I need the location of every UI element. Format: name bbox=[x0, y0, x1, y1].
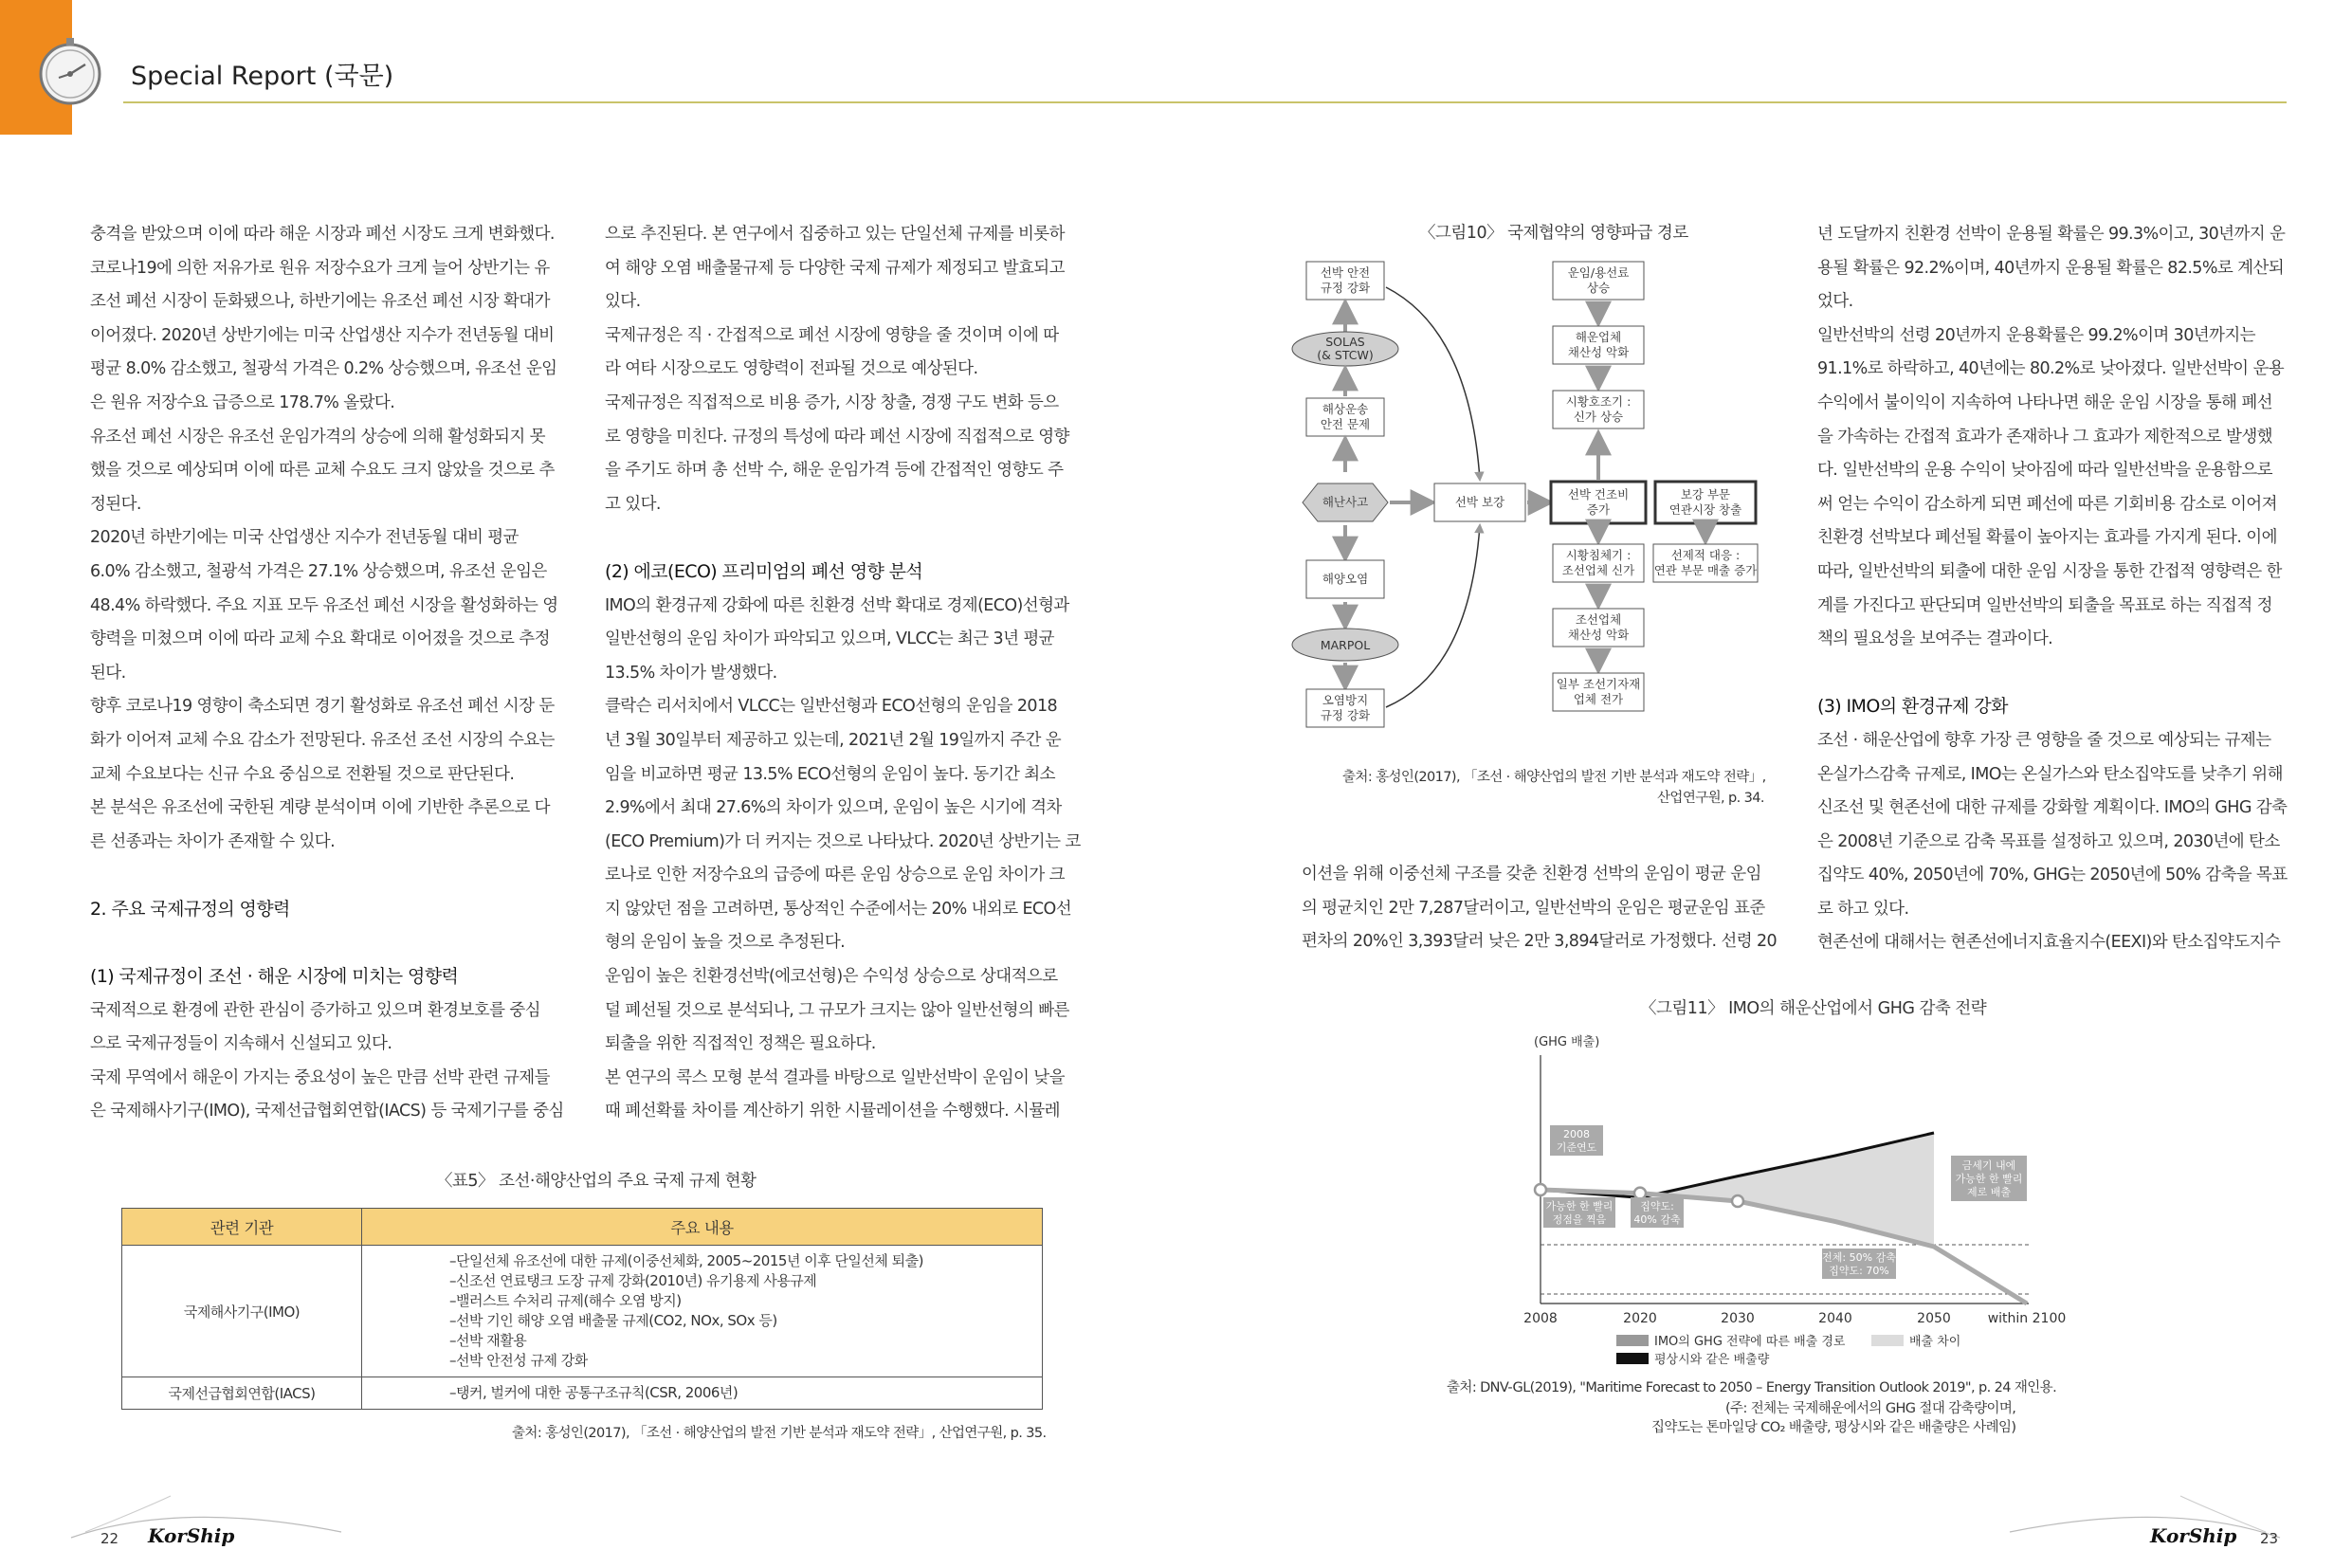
text-line: 형의 운임이 높을 것으로 추정된다. bbox=[605, 933, 846, 953]
text-line: 편차의 20%인 3,393달러 낮은 2만 3,894달러로 가정했다. 선령 20 bbox=[1302, 932, 1778, 952]
paragraph-gap bbox=[605, 521, 1079, 556]
text-line: 13.5% 차이가 발생했다. bbox=[605, 663, 777, 683]
svg-text:연관시장 창출: 연관시장 창출 bbox=[1668, 502, 1742, 517]
text-line: 향후 코로나19 영향이 축소되면 경기 활성화로 유조선 폐선 시장 둔 bbox=[90, 697, 555, 717]
text-line: 라 여타 시장으로도 영향력이 전파될 것으로 예상된다. bbox=[605, 359, 978, 379]
table-cell-content bbox=[362, 1377, 1043, 1410]
svg-text:선박 안전: 선박 안전 bbox=[1320, 265, 1371, 280]
text-line: 된다. bbox=[90, 663, 126, 683]
svg-text:가능한 한 빨리: 가능한 한 빨리 bbox=[1545, 1200, 1614, 1212]
x-tick-label: 2040 bbox=[1818, 1311, 1852, 1326]
paragraph-gap bbox=[90, 926, 564, 960]
svg-text:집약도:: 집약도: bbox=[1640, 1200, 1674, 1212]
text-line: 년 도달까지 친환경 선박이 운용될 확률은 99.3%이고, 30년까지 운 bbox=[1817, 225, 2286, 244]
x-tick-label: 2030 bbox=[1721, 1311, 1755, 1326]
svg-text:IMO의 GHG 전략에 따른 배출 경로: IMO의 GHG 전략에 따른 배출 경로 bbox=[1654, 1335, 1846, 1349]
figure11-chart bbox=[1517, 1029, 2067, 1370]
node-pollution-prevention bbox=[1306, 689, 1384, 727]
table-header-org: 관련 기관 bbox=[122, 1209, 362, 1246]
text-line: (ECO Premium)가 더 커지는 것으로 나타났다. 2020년 상반기는 코 bbox=[605, 831, 1081, 851]
table-source: 출처: 홍성인(2017), 「조선 · 해양산업의 발전 기반 분석과 재도약 전략」, 산업연구원, p. 35. bbox=[512, 1426, 1047, 1441]
x-tick-label: 2050 bbox=[1917, 1311, 1951, 1326]
header-divider bbox=[123, 101, 2287, 103]
table-cell-org: 국제해사기구(IMO) bbox=[122, 1246, 362, 1377]
figure11-title: 〈그림11〉 IMO의 해운산업에서 GHG 감축 전략 bbox=[1640, 999, 1987, 1018]
text-line: 2020년 하반기에는 미국 산업생산 지수가 전년동월 대비 평균 bbox=[90, 528, 519, 548]
svg-text:규정 강화: 규정 강화 bbox=[1320, 281, 1371, 295]
text-line: 년 3월 30일부터 제공하고 있는데, 2021년 2월 19일까지 주간 운 bbox=[605, 730, 1062, 750]
paragraph-gap bbox=[1817, 657, 2291, 691]
node-freight-rise bbox=[1553, 262, 1644, 300]
svg-text:보강 부문: 보강 부문 bbox=[1680, 487, 1731, 501]
node-preemptive bbox=[1653, 544, 1758, 582]
text-line: 따라, 일반선박의 퇴출에 대한 운임 시장을 통한 간접적 영향력은 한 bbox=[1817, 561, 2282, 581]
imo-data-point bbox=[1732, 1195, 1743, 1207]
text-line: 때 폐선확률 차이를 계산하기 위한 시뮬레이션을 수행했다. 시뮬레 bbox=[605, 1102, 1060, 1121]
page-number-left: 22 bbox=[100, 1530, 119, 1547]
node-equipment-transfer bbox=[1553, 673, 1644, 711]
svg-text:안전 문제: 안전 문제 bbox=[1320, 417, 1371, 431]
section-heading: (2) 에코(ECO) 프리미엄의 폐선 영향 분석 bbox=[605, 560, 923, 582]
table-item: –선박 안전성 규제 강화 bbox=[449, 1352, 588, 1369]
text-line: 일반선박의 선령 20년까지 운용확률은 99.2%이며 30년까지는 bbox=[1817, 325, 2255, 345]
text-line: 이어졌다. 2020년 상반기에는 미국 산업생산 지수가 전년동월 대비 bbox=[90, 325, 555, 345]
svg-text:해운업체: 해운업체 bbox=[1575, 330, 1622, 344]
node-build-cost bbox=[1551, 482, 1646, 523]
text-line: 은 원유 저장수요 급증으로 178.7% 올랐다. bbox=[90, 392, 395, 412]
text-line: 의 평균치인 2만 7,287달러이고, 일반선박의 운임은 평균운임 표준 bbox=[1302, 898, 1765, 918]
text-line: 으로 국제규정들이 지속해서 신설되고 있다. bbox=[90, 1034, 392, 1054]
annotation-base bbox=[1550, 1125, 1603, 1156]
text-column-3 bbox=[1302, 858, 1776, 959]
table-item: –신조선 연료탱크 도장 규제 강화(2010년) 유기용제 사용규제 bbox=[449, 1272, 817, 1289]
node-related-market bbox=[1655, 482, 1756, 523]
imo-data-point bbox=[1634, 1188, 1646, 1199]
annotation-peak bbox=[1543, 1197, 1615, 1228]
text-line: 본 연구의 콕스 모형 분석 결과를 바탕으로 일반선박이 운임이 낮을 bbox=[605, 1067, 1065, 1087]
text-line: 써 얻는 수익이 감소하게 되면 폐선에 따른 기회비용 감소로 이어져 bbox=[1817, 494, 2277, 514]
annotation-total bbox=[1822, 1249, 1896, 1279]
svg-text:조선업체: 조선업체 bbox=[1575, 612, 1622, 627]
figure11-note-2: 집약도는 톤마일당 CO₂ 배출량, 평상시와 같은 배출량은 사례임) bbox=[1651, 1420, 2016, 1435]
text-line: 충격을 받았으며 이에 따라 해운 시장과 폐선 시장도 크게 변화했다. bbox=[90, 225, 555, 244]
svg-text:상승: 상승 bbox=[1586, 281, 1611, 295]
svg-text:전체: 50% 감축: 전체: 50% 감축 bbox=[1822, 1251, 1896, 1264]
text-line: IMO의 환경규제 강화에 따른 친환경 선박 확대로 경제(ECO)선형과 bbox=[605, 595, 1069, 615]
text-column-1 bbox=[90, 218, 564, 1129]
x-tick-label: within 2100 bbox=[1987, 1311, 2067, 1326]
text-line: 을 주기도 하며 총 선박 수, 해운 운임가격 등에 간접적인 영향도 주 bbox=[605, 461, 1064, 481]
text-line: 집약도 40%, 2050년에 70%, GHG는 2050년에 50% 감축을 목표 bbox=[1817, 866, 2288, 885]
annotation-intensity bbox=[1631, 1197, 1684, 1228]
text-line: 용될 확률은 92.2%이며, 40년까지 운용될 확률은 82.5%로 계산되 bbox=[1817, 258, 2285, 278]
text-line: 으로 추진된다. 본 연구에서 집중하고 있는 단일선체 규제를 비롯하 bbox=[605, 225, 1065, 244]
node-shipbuilder-profit bbox=[1553, 609, 1644, 647]
text-line: 퇴출을 위한 직접적인 정책은 필요하다. bbox=[605, 1034, 876, 1054]
text-line: 신조선 및 현존선에 대한 규제를 강화할 계획이다. IMO의 GHG 감축 bbox=[1817, 798, 2288, 818]
imo-data-point bbox=[1535, 1184, 1546, 1195]
korship-logo-right: KorShip bbox=[2150, 1524, 2237, 1547]
text-line: 은 2008년 기준으로 감축 목표를 설정하고 있으며, 2030년에 탄소 bbox=[1817, 831, 2280, 851]
text-line: 국제 무역에서 해운이 가지는 중요성이 높은 만큼 선박 관련 규제들 bbox=[90, 1067, 550, 1087]
text-line: 책의 필요성을 보여주는 결과이다. bbox=[1817, 629, 2053, 649]
annotation-zero bbox=[1951, 1156, 2027, 1201]
figure10-source-1: 출처: 홍성인(2017), 「조선 · 해양산업의 발전 기반 분석과 재도약 전략」, bbox=[1342, 770, 1766, 785]
text-line: 고 있다. bbox=[605, 494, 661, 514]
korship-logo-left: KorShip bbox=[148, 1524, 235, 1547]
footer-swoosh-right bbox=[2000, 1490, 2285, 1547]
table-row bbox=[122, 1377, 1043, 1410]
node-ship-safety bbox=[1306, 262, 1384, 300]
svg-text:배출 차이: 배출 차이 bbox=[1909, 1335, 1961, 1349]
text-line: 은 국제해사기구(IMO), 국제선급협회연합(IACS) 등 국제기구를 중심 bbox=[90, 1102, 564, 1121]
x-tick-label: 2020 bbox=[1623, 1311, 1657, 1326]
text-line: 친환경 선박보다 폐선될 확률이 높아지는 효과를 가지게 된다. 이에 bbox=[1817, 528, 2277, 548]
node-ship-reinforcement bbox=[1434, 483, 1525, 521]
text-line: 91.1%로 하락하고, 40년에는 80.2%로 낮아졌다. 일반선박이 운용 bbox=[1817, 359, 2285, 379]
svg-text:업체 전가: 업체 전가 bbox=[1573, 692, 1624, 706]
svg-text:해양오염: 해양오염 bbox=[1322, 572, 1369, 586]
svg-text:운임/용선료: 운임/용선료 bbox=[1567, 265, 1630, 280]
text-line: 었다. bbox=[1817, 292, 1853, 312]
svg-text:평상시와 같은 배출량: 평상시와 같은 배출량 bbox=[1654, 1353, 1770, 1367]
regulation-table bbox=[121, 1208, 1043, 1410]
table-row bbox=[122, 1246, 1043, 1377]
text-line: 로 영향을 미친다. 규정의 특성에 따라 폐선 시장에 직접적으로 영향 bbox=[605, 427, 1069, 447]
svg-text:규정 강화: 규정 강화 bbox=[1320, 708, 1371, 722]
node-boom-price bbox=[1553, 391, 1644, 428]
text-line: 임을 비교하면 평균 13.5% ECO선형의 운임이 높다. 동기간 최소 bbox=[605, 764, 1055, 784]
text-line: 6.0% 감소했고, 철광석 가격은 27.1% 상승했으며, 유조선 운임은 bbox=[90, 561, 547, 581]
table-item: –선박 기인 해양 오염 배출물 규제(CO2, NOx, SOx 등) bbox=[449, 1312, 777, 1329]
text-line: 향력을 미쳤으며 이에 따라 교체 수요 확대로 이어졌을 것으로 추정 bbox=[90, 629, 550, 649]
text-line: 코로나19에 의한 저유가로 원유 저장수요가 크게 늘어 상반기는 유 bbox=[90, 258, 550, 278]
text-line: 일반선형의 운임 차이가 파악되고 있으며, VLCC는 최근 3년 평균 bbox=[605, 629, 1054, 649]
svg-text:해상운송: 해상운송 bbox=[1322, 402, 1369, 416]
text-line: 2.9%에서 최대 27.6%의 차이가 있으며, 운임이 높은 시기에 격차 bbox=[605, 798, 1062, 818]
text-line: 국제규정은 직접적으로 비용 증가, 시장 창출, 경쟁 구도 변화 등으 bbox=[605, 392, 1059, 412]
text-line: 운임이 높은 친환경선박(에코선형)은 수익성 상승으로 상대적으로 bbox=[605, 967, 1058, 987]
table-header-content: 주요 내용 bbox=[362, 1209, 1043, 1246]
node-marpol bbox=[1292, 629, 1398, 661]
text-line: 로나로 인한 저장수요의 급증에 따른 운임 상승으로 운임 차이가 크 bbox=[605, 866, 1065, 885]
svg-text:일부 조선기자재: 일부 조선기자재 bbox=[1556, 677, 1641, 691]
svg-text:가능한 한 빨리: 가능한 한 빨리 bbox=[1955, 1173, 2023, 1185]
svg-text:40% 감축: 40% 감축 bbox=[1633, 1213, 1681, 1226]
svg-text:오염방지: 오염방지 bbox=[1322, 693, 1369, 707]
text-line: 여 해양 오염 배출물규제 등 다양한 국제 규제가 제정되고 발효되고 bbox=[605, 258, 1065, 278]
svg-text:제로 배출: 제로 배출 bbox=[1966, 1186, 2012, 1198]
text-line: 계를 가진다고 판단되며 일반선박의 퇴출을 목표로 하는 직접적 정 bbox=[1817, 595, 2272, 615]
svg-text:시황호조기 :: 시황호조기 : bbox=[1565, 394, 1632, 409]
svg-text:집약도: 70%: 집약도: 70% bbox=[1829, 1265, 1889, 1277]
svg-text:정점을 찍음: 정점을 찍음 bbox=[1552, 1213, 1607, 1226]
figure10-title: 〈그림10〉 국제협약의 영향파급 경로 bbox=[1419, 224, 1688, 243]
text-line: 수익에서 불이익이 지속하여 나타나면 해운 운임 시장을 통해 폐선 bbox=[1817, 392, 2272, 412]
text-line: 정된다. bbox=[90, 494, 141, 514]
text-line: 현존선에 대해서는 현존선에너지효율지수(EEXI)와 탄소집약도지수 bbox=[1817, 933, 2281, 953]
svg-text:시황침체기 :: 시황침체기 : bbox=[1565, 548, 1632, 562]
text-line: 클락슨 리서치에서 VLCC는 일반선형과 ECO선형의 운임을 2018 bbox=[605, 697, 1058, 717]
paragraph-gap bbox=[90, 859, 564, 893]
table-cell-content bbox=[362, 1246, 1043, 1377]
section-heading: (1) 국제규정이 조선 · 해운 시장에 미치는 영향력 bbox=[90, 966, 459, 988]
text-line: 조선 폐선 시장이 둔화됐으나, 하반기에는 유조선 폐선 시장 확대가 bbox=[90, 292, 550, 312]
text-line: 국제규정은 직 · 간접적으로 폐선 시장에 영향을 줄 것이며 이에 따 bbox=[605, 325, 1059, 345]
svg-text:기준연도: 기준연도 bbox=[1556, 1141, 1597, 1154]
svg-text:증가: 증가 bbox=[1586, 502, 1611, 517]
text-line: 유조선 폐선 시장은 유조선 운임가격의 상승에 의해 활성화되지 못 bbox=[90, 427, 545, 447]
svg-text:채산성 악화: 채산성 악화 bbox=[1567, 628, 1630, 642]
svg-text:채산성 악화: 채산성 악화 bbox=[1567, 345, 1630, 359]
text-line: 을 가속하는 간접적 효과가 존재하나 그 효과가 제한적으로 발생했 bbox=[1817, 427, 2272, 447]
node-recession-price bbox=[1553, 544, 1644, 582]
table-cell-org: 국제선급협회연합(IACS) bbox=[122, 1377, 362, 1410]
text-line: 국제적으로 환경에 관한 관심이 증가하고 있으며 환경보호를 중심 bbox=[90, 1000, 540, 1020]
section-heading: (3) IMO의 환경규제 강화 bbox=[1817, 696, 2008, 718]
text-line: 했을 것으로 예상되며 이에 따른 교체 수요도 크지 않았을 것으로 추 bbox=[90, 461, 555, 481]
svg-text:선박 건조비: 선박 건조비 bbox=[1567, 487, 1630, 501]
text-line: 른 선종과는 차이가 존재할 수 있다. bbox=[90, 831, 336, 851]
node-solas bbox=[1292, 332, 1398, 366]
node-maritime-safety bbox=[1306, 398, 1384, 436]
table-item: –밸러스트 수처리 규제(해수 오염 방지) bbox=[449, 1292, 682, 1309]
table-item: –탱커, 벌커에 대한 공통구조규칙(CSR, 2006년) bbox=[449, 1384, 738, 1401]
text-line: 있다. bbox=[605, 292, 641, 312]
svg-text:MARPOL: MARPOL bbox=[1320, 638, 1371, 652]
text-column-2 bbox=[605, 218, 1079, 1129]
node-marine-accident bbox=[1303, 483, 1388, 521]
text-line: 이션을 위해 이중선체 구조를 갖춘 친환경 선박의 운임이 평균 운임 bbox=[1302, 865, 1761, 884]
text-line: 로 하고 있다. bbox=[1817, 899, 1909, 919]
text-line: 조선 · 해운산업에 향후 가장 큰 영향을 줄 것으로 예상되는 규제는 bbox=[1817, 730, 2271, 750]
svg-text:금세기 내에: 금세기 내에 bbox=[1961, 1159, 2016, 1172]
svg-text:선제적 대응 :: 선제적 대응 : bbox=[1670, 548, 1741, 562]
chart-ylabel: (GHG 배출) bbox=[1534, 1035, 1600, 1049]
text-line: 본 분석은 유조선에 국한된 계량 분석이며 이에 기반한 추론으로 다 bbox=[90, 798, 550, 818]
svg-text:SOLAS: SOLAS bbox=[1325, 335, 1365, 349]
text-line: 지 않았던 점을 고려하면, 통상적인 수준에서는 20% 내외로 ECO선 bbox=[605, 899, 1072, 919]
section-heading: 2. 주요 국제규정의 영향력 bbox=[90, 898, 290, 920]
figure10-diagram bbox=[1299, 254, 1782, 757]
text-line: 덜 폐선될 것으로 분석되나, 그 규모가 크지는 않아 일반선형의 빠른 bbox=[605, 1000, 1069, 1020]
text-line: 평균 8.0% 감소했고, 철광석 가격은 0.2% 상승했으며, 유조선 운임 bbox=[90, 359, 557, 379]
text-column-4 bbox=[1817, 218, 2291, 960]
page-number-right: 23 bbox=[2260, 1530, 2279, 1547]
text-line: 교체 수요보다는 신규 수요 중심으로 전환될 것으로 판단된다. bbox=[90, 764, 515, 784]
svg-text:연관 부문 매출 증가: 연관 부문 매출 증가 bbox=[1653, 563, 1758, 577]
text-line: 화가 이어져 교체 수요 감소가 전망된다. 유조선 조선 시장의 수요는 bbox=[90, 730, 555, 750]
svg-text:2008: 2008 bbox=[1563, 1128, 1590, 1140]
text-line: 온실가스감축 규제로, IMO는 온실가스와 탄소집약도를 낮추기 위해 bbox=[1817, 764, 2283, 784]
text-line: 다. 일반선박의 운용 수익이 낮아짐에 따라 일반선박을 운용함으로 bbox=[1817, 461, 2272, 481]
x-tick-label: 2008 bbox=[1523, 1311, 1558, 1326]
node-shipping-profit bbox=[1553, 326, 1644, 364]
table-item: –단일선체 유조선에 대한 규제(이중선체화, 2005~2015년 이후 단일선체 퇴출) bbox=[449, 1252, 924, 1269]
svg-text:(& STCW): (& STCW) bbox=[1317, 348, 1374, 362]
svg-text:선박 보강: 선박 보강 bbox=[1454, 495, 1505, 509]
svg-text:신가 상승: 신가 상승 bbox=[1573, 410, 1624, 424]
text-line: 48.4% 하락했다. 주요 지표 모두 유조선 폐선 시장을 활성화하는 영 bbox=[90, 595, 558, 615]
figure10-source-2: 산업연구원, p. 34. bbox=[1657, 791, 1764, 806]
stopwatch-icon bbox=[32, 32, 108, 108]
node-marine-pollution bbox=[1306, 560, 1384, 598]
section-title: Special Report (국문) bbox=[131, 62, 394, 91]
figure11-note-1: (주: 전체는 국제해운에서의 GHG 절대 감축량이며, bbox=[1725, 1401, 2016, 1416]
svg-text:해난사고: 해난사고 bbox=[1322, 495, 1369, 509]
chart-legend bbox=[1616, 1334, 1960, 1367]
figure11-source: 출처: DNV-GL(2019), "Maritime Forecast to 2050 – Energy Transition Outlook 2019", p. 24 재인용. bbox=[1447, 1380, 2057, 1395]
svg-text:조선업체 신가: 조선업체 신가 bbox=[1561, 563, 1635, 577]
table-caption: 〈표5〉 조선·해양산업의 주요 국제 규제 현황 bbox=[436, 1172, 757, 1191]
table-item: –선박 재활용 bbox=[449, 1332, 527, 1349]
